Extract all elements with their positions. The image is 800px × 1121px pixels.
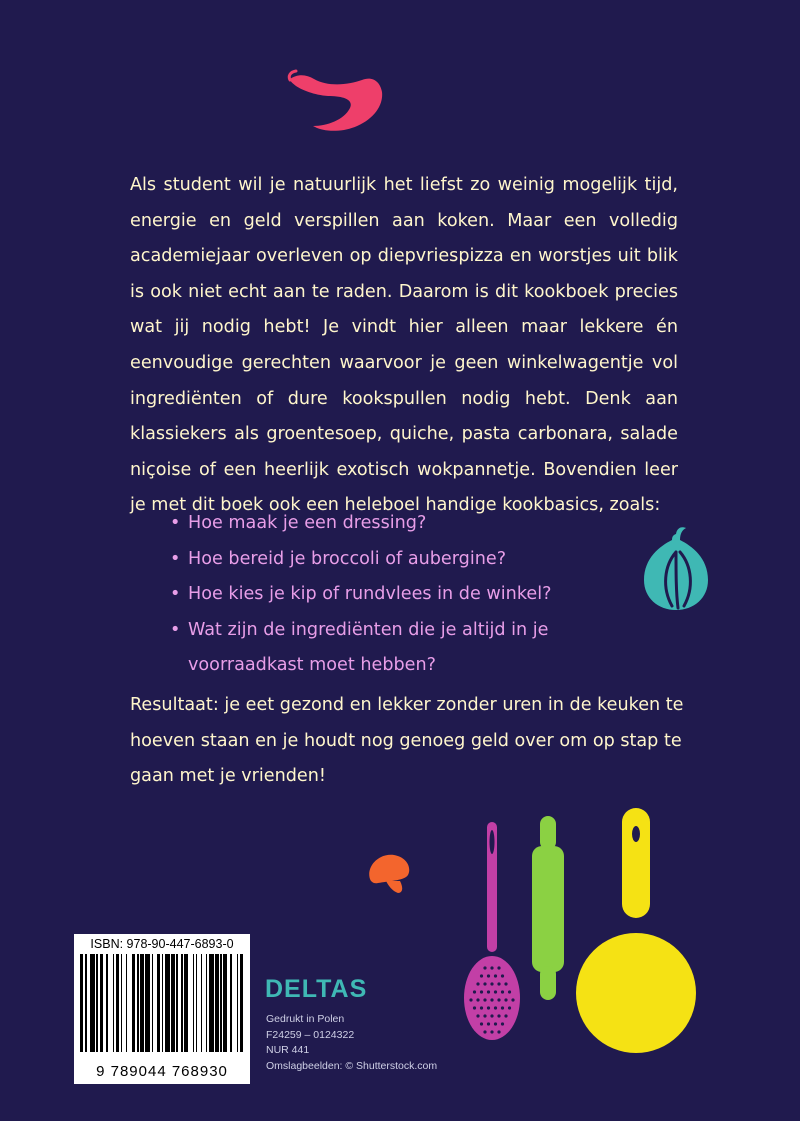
list-item: • Hoe kies je kip of rundvlees in de winkel?: [170, 577, 660, 613]
chili-pepper-icon: [282, 68, 386, 138]
barcode-digits: 9 789044 768930: [96, 1063, 228, 1080]
mushroom-icon: [366, 851, 414, 895]
product-code: F24259 – 0124322: [266, 1028, 355, 1041]
skimmer-spoon-icon: [462, 818, 522, 1044]
barcode-bars: [80, 954, 244, 1052]
nur-code: NUR 441: [266, 1044, 310, 1056]
list-item: • Hoe maak je een dressing?: [170, 506, 660, 542]
tips-list: [170, 506, 660, 684]
frying-pan-icon: [576, 808, 696, 1058]
list-item: • Wat zijn de ingrediënten die je altijd in je voorraadkast moet hebben?: [170, 613, 660, 684]
printed-in: Gedrukt in Polen: [266, 1013, 345, 1025]
image-credits: Omslagbeelden: © Shutterstock.com: [266, 1059, 438, 1072]
imprint: [266, 1012, 437, 1074]
rolling-pin-icon: [528, 816, 568, 1000]
blurb-intro: Als student wil je natuurlijk het liefst zo weinig mogelijk tijd, energie en geld verspillen aan koken. Maar een volledig academiejaar overleven op diepvriespizza en worstjes uit blik is ook niet echt aan te raden. Daarom is dit kookboek precies wat jij nodig hebt! Je vindt hier alleen maar lekkere én eenvoudige gerechten waarvoor je geen winkelwagentje vol ingrediënten of dure kookspullen nodig hebt. Denk aan klassiekers als groentesoep, quiche, pasta carbonara, salade niçoise of een heerlijk exotisch wokpannetje. Bovendien leer je met dit boek ook een heleboel handige kookbasics, zoals:: [130, 175, 678, 516]
list-item: • Hoe bereid je broccoli of aubergine?: [170, 542, 660, 578]
onion-icon: [640, 526, 712, 612]
publisher-logo: DELTAS: [265, 975, 368, 1003]
barcode: [74, 934, 250, 1084]
isbn-label: ISBN: 978-90-447-6893-0: [90, 937, 234, 951]
blurb-result: Resultaat: je eet gezond en lekker zonder uren in de keuken te hoeven staan en je houdt nog genoeg geld over om op stap te gaan met je vrienden!: [130, 695, 684, 787]
